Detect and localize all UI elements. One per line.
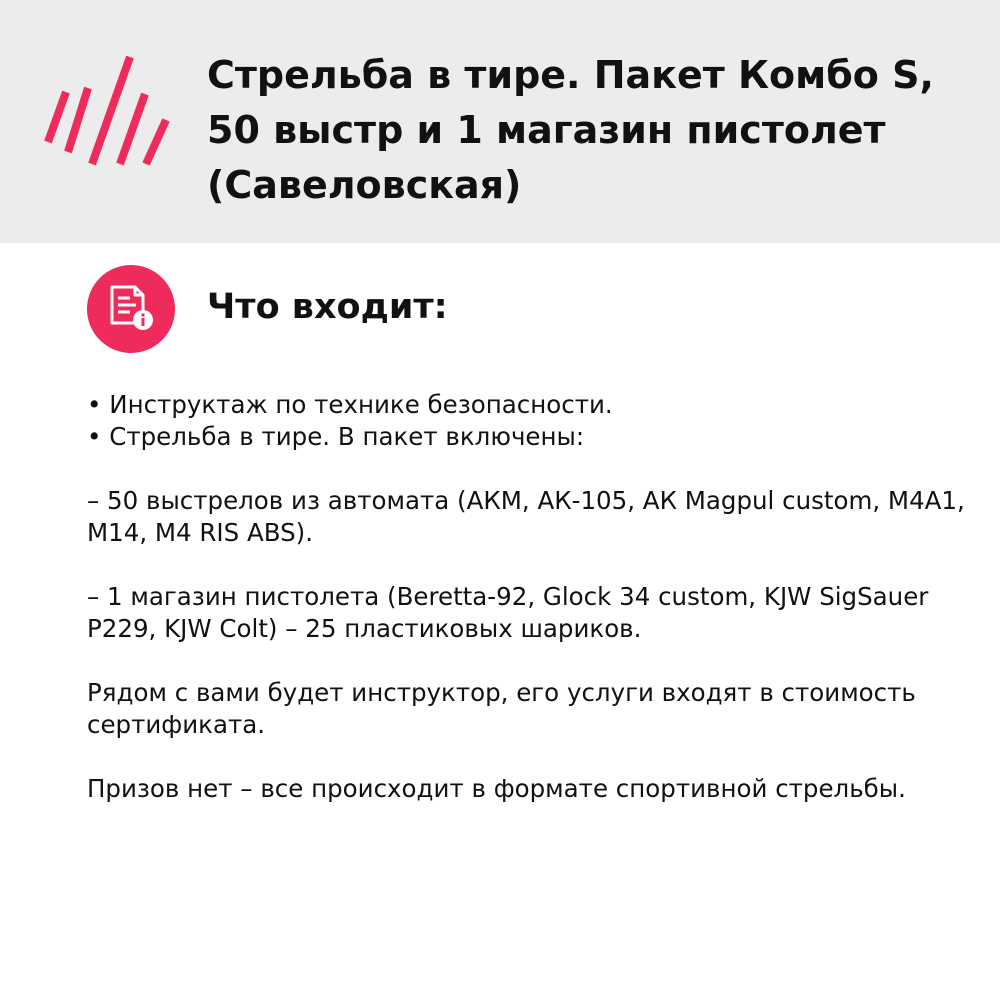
spacer	[87, 453, 977, 485]
document-info-icon	[87, 265, 175, 353]
bullet-shooting-package: • Стрельба в тире. В пакет включены:	[87, 422, 585, 451]
content-body	[87, 389, 977, 805]
spacer	[87, 549, 977, 581]
page-title: Стрельба в тире. Пакет Комбо S, 50 выстр и 1 магазин пистолет (Савеловская)	[207, 53, 934, 207]
item-pistol-magazine: – 1 магазин пистолета (Beretta-92, Glock 34 custom, KJW SigSauer P229, KJW Colt) – 25 пластиковых шариков.	[87, 582, 929, 643]
section-heading: Что входит:	[207, 287, 448, 327]
instructor-paragraph: Рядом с вами будет инструктор, его услуги входят в стоимость сертификата.	[87, 678, 916, 739]
slash-stripes-logo	[42, 52, 172, 172]
header-banner	[0, 0, 1000, 243]
spacer	[87, 741, 977, 773]
prizes-paragraph: Призов нет – все происходит в формате спортивной стрельбы.	[87, 774, 906, 803]
item-rifle-shots: – 50 выстрелов из автомата (АКМ, АК-105, АК Magpul custom, M4A1, M14, M4 RIS ABS).	[87, 486, 965, 547]
bullet-safety-briefing: • Инструктаж по технике безопасности.	[87, 390, 613, 419]
spacer	[87, 645, 977, 677]
